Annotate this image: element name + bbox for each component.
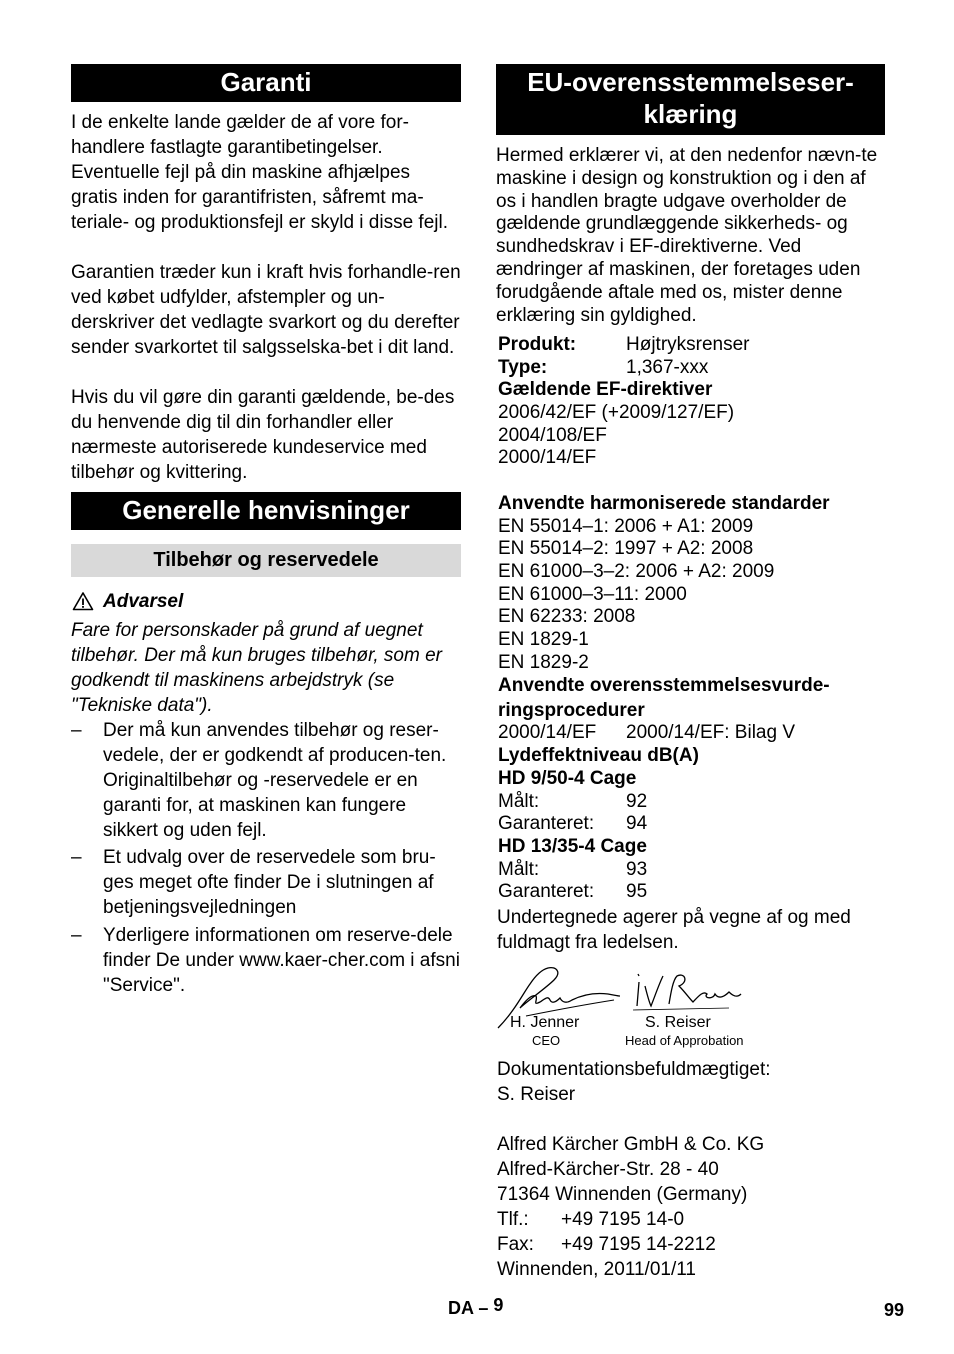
maalt-label: Målt: (498, 791, 540, 812)
bullet-marker-2: – (71, 847, 82, 868)
model-name: HD 9/50-4 Cage (498, 768, 637, 789)
garanti-heading-text: Garanti (220, 67, 312, 97)
produkt-label: Produkt: (498, 334, 577, 355)
warning-label: Advarsel (103, 591, 184, 612)
bullet-marker-1: – (71, 720, 82, 741)
bullet-item-2: Et udvalg over de reservedele som bru-ges meget ofte finder De i slutningen af betjeningsvejledningen (103, 847, 436, 918)
direktiv-item: 2006/42/EF (+2009/127/EF) (498, 402, 735, 423)
garant-label: Garanteret: (498, 813, 595, 834)
garanti-heading (71, 64, 461, 102)
warning-triangle-icon (72, 591, 94, 611)
signer-1-title: CEO (532, 1033, 561, 1048)
procedurer-label-cont: ringsprocedurer (498, 700, 645, 721)
tilbehor-subheading (71, 544, 461, 577)
dok-name: S. Reiser (497, 1084, 576, 1105)
tlf-label: Tlf.: (497, 1209, 529, 1230)
standard-item: EN 1829-2 (498, 652, 589, 673)
generelle-heading-text: Generelle henvisninger (122, 495, 410, 525)
standarder-label: Anvendte harmoniserede standarder (498, 493, 830, 514)
footer-dash: – (478, 1298, 489, 1318)
standard-item: EN 1829-1 (498, 629, 589, 650)
type-label: Type: (498, 357, 548, 378)
procedurer-directive: 2000/14/EF (498, 722, 597, 743)
eu-heading-text: EU-overensstemmelseser-klæring (527, 67, 854, 129)
company-street: Alfred-Kärcher-Str. 28 - 40 (497, 1159, 719, 1180)
standard-item: EN 61000–3–2: 2006 + A2: 2009 (498, 561, 775, 582)
undertegnede-text: Undertegnede agerer på vegne af og med fuldmagt fra ledelsen. (497, 907, 851, 953)
lyd-label: Lydeffektniveau dB(A) (498, 745, 699, 766)
fax-value: +49 7195 14-2212 (561, 1234, 716, 1255)
maalt-value: 93 (626, 859, 648, 880)
type-value: 1,367-xxx (626, 357, 709, 378)
dok-label: Dokumentationsbefuldmægtiget: (497, 1059, 771, 1080)
bullet-item-3: Yderligere informationen om reserve-dele finder De under www.kaer-cher.com i afsni "Service". (103, 925, 460, 996)
company-city: 71364 Winnenden (Germany) (497, 1184, 748, 1205)
maalt-value: 92 (626, 791, 648, 812)
signer-2-name: S. Reiser (645, 1014, 711, 1031)
date-line: Winnenden, 2011/01/11 (497, 1259, 696, 1280)
garant-value: 95 (626, 881, 648, 902)
standard-item: EN 62233: 2008 (498, 606, 636, 627)
standard-item: EN 55014–2: 1997 + A2: 2008 (498, 538, 754, 559)
eu-intro: Hermed erklærer vi, at den nedenfor nævn-te maskine i design og konstruktion og i den af os i handlen bragte udgave overholder de gældende grundlæggende sikkerheds- og sundhedskrav i EF-direktiverne. Ved ændringer af maskinen, der foretages uden forudgående aftale med os, mister denne erklæring sin gyldighed. (496, 145, 878, 326)
standard-item: EN 55014–1: 2006 + A1: 2009 (498, 516, 754, 537)
garanti-paragraph-3: Hvis du vil gøre din garanti gældende, be-des du henvende dig til din forhandler eller nærmeste autoriserede kundeservice med tilbehør og kvittering. (71, 387, 455, 483)
footer-lang: DA (448, 1298, 474, 1318)
warning-text: Fare for personskader på grund af uegnet tilbehør. Der må kun bruges tilbehør, som er godkendt til maskinens arbejdstryk (se "Tekniske data"). (71, 620, 442, 716)
garanti-paragraph-2: Garantien træder kun i kraft hvis forhandle-ren ved købet udfylder, afstempler og un-derskriver det vedlagte svarkort og du derefter sender svarkortet til salgsselska-bet i dit land. (71, 262, 461, 358)
signature-reiser (633, 968, 743, 1018)
bullet-item-1: Der må kun anvendes tilbehør og reser-vedele, der er godkendt af producen-ten. Originaltilbehør og -reservedele er en garanti for, at maskinen kan fungere sikkert og uden fejl. (103, 720, 447, 841)
generelle-heading (71, 492, 461, 530)
bullet-marker-3: – (71, 925, 82, 946)
procedurer-label: Anvendte overensstemmelsesvurde- (498, 675, 830, 696)
signer-1-name: H. Jenner (510, 1014, 580, 1031)
footer-page-number: 99 (884, 1300, 905, 1320)
produkt-value: Højtryksrenser (626, 334, 750, 355)
tlf-value: +49 7195 14-0 (561, 1209, 685, 1230)
standard-item: EN 61000–3–11: 2000 (498, 584, 687, 605)
eu-heading (496, 64, 885, 135)
direktiv-item: 2004/108/EF (498, 425, 607, 446)
tilbehor-subheading-text: Tilbehør og reservedele (153, 549, 379, 571)
signer-2-title: Head of Approbation (625, 1033, 744, 1048)
garant-label: Garanteret: (498, 881, 595, 902)
fax-label: Fax: (497, 1234, 534, 1255)
garant-value: 94 (626, 813, 648, 834)
garanti-paragraph-1: I de enkelte lande gælder de af vore for-handlere fastlagte garantibetingelser. Eventuelle fejl på din maskine afhjælpes gratis inden for garantifristen, såfremt ma-teriale- og produktionsfejl er skyld i disse fejl. (71, 112, 449, 233)
procedurer-annex: 2000/14/EF: Bilag V (626, 722, 795, 743)
direktiver-label: Gældende EF-direktiver (498, 379, 713, 400)
model-name: HD 13/35-4 Cage (498, 836, 647, 857)
direktiv-item: 2000/14/EF (498, 447, 597, 468)
footer-local-page: 9 (493, 1295, 504, 1315)
company-name: Alfred Kärcher GmbH & Co. KG (497, 1134, 765, 1155)
maalt-label: Målt: (498, 859, 540, 880)
footer-page-label (448, 1295, 504, 1319)
